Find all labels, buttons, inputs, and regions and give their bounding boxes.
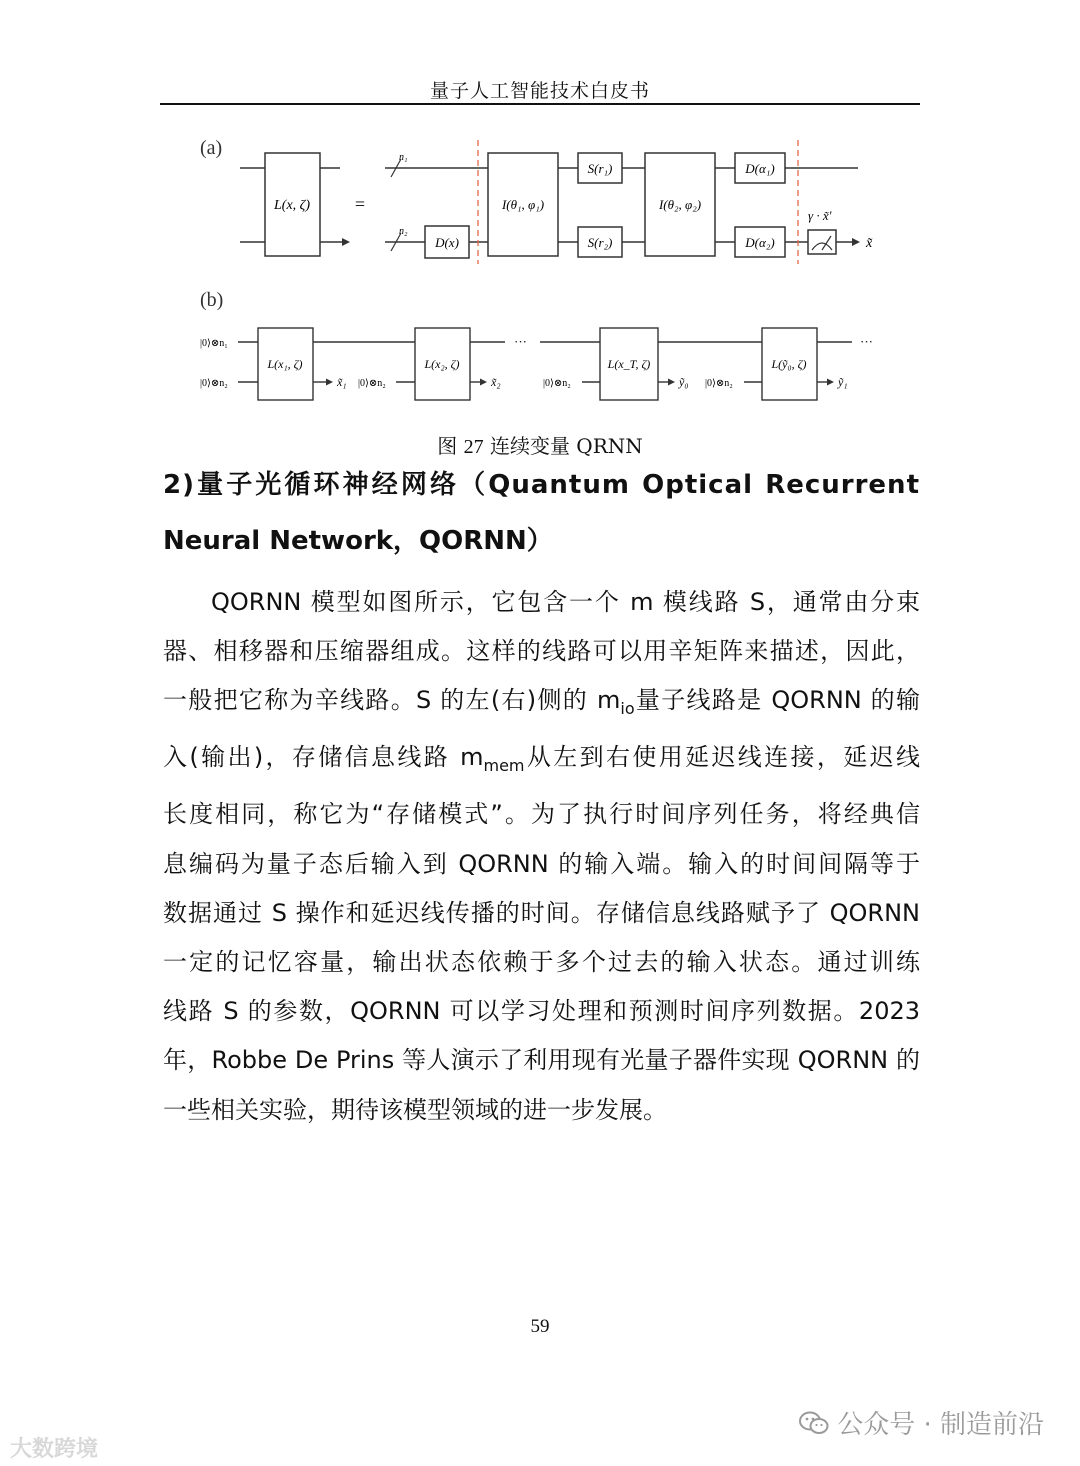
panel-a-output: x̃ [866,236,873,251]
body-line [163,676,920,733]
body-fragment: 入(输出)，存储信息线路 m [163,743,484,772]
caption-text: 连续变量 QRNN [489,434,643,458]
ellipsis-1: ··· [514,334,527,349]
section-heading-line-1: 2)量子光循环神经网络（Quantum Optical Recurrent [163,470,920,500]
subscript-io: io [620,699,635,719]
watermark-right-text: 公众号 · 制造前沿 [837,1410,1044,1440]
body-line: 数据通过 S 操作和延迟线传播的时间。存储信息线路赋予了 QORNN [163,898,920,927]
section-heading-line-2: Neural Network，QORNN） [163,526,553,556]
watermark-left: 大数跨境 [10,1437,99,1462]
chain-block-3-label: L(x_T, ζ) [607,357,651,371]
chain-out-4: ỹ₁ [838,375,848,389]
chain-out-3: ỹ₀ [679,375,689,389]
body-fragment: 量子线路是 QORNN 的输 [634,686,920,715]
chain-out-2: x̃₂ [491,375,501,389]
meter-icon [808,230,836,254]
equals-sign: = [354,194,366,214]
block-I1-label: I(θ₁, φ₁) [501,197,545,212]
input-top: |0⟩⊗n₁ [200,338,228,349]
block-L-label: L(x, ζ) [274,198,310,213]
chain-block-4-label: L(ỹ₀, ζ) [771,357,807,371]
body-line: 器、相移器和压缩器组成。这样的线路可以用辛矩阵来描述，因此， [163,637,920,666]
qrnn-figure [0,110,1080,430]
running-header: 量子人工智能技术白皮书 [429,80,650,102]
panel-b-label: (b) [200,289,224,311]
body-paragraph [163,578,920,1135]
chain-out-1: x̃₁ [337,375,347,389]
chain-block-1-label: L(x₁, ζ) [267,357,303,371]
chain-block-2-label: L(x₂, ζ) [424,357,460,371]
page-number: 59 [530,1316,550,1337]
watermark-right [799,1404,1044,1441]
body-line: 线路 S 的参数，QORNN 可以学习处理和预测时间序列数据。2023 [163,997,920,1026]
panel-a-label: (a) [200,137,223,159]
body-fragment: 一般把它称为辛线路。S 的左(右)侧的 m [163,686,621,715]
block-I2-label: I(θ₂, φ₂) [658,197,702,212]
body-line: 长度相同，称它为“存储模式”。为了执行时间序列任务，将经典信 [163,800,920,829]
caption-number: 27 [463,436,484,458]
chain-in-3: |0⟩⊗n₂ [543,378,571,389]
subscript-mem: mem [483,756,525,776]
wechat-icon [799,1410,829,1436]
input-bottom: |0⟩⊗n₂ [200,378,228,389]
gamma-label: γ · x̃′ [808,208,832,223]
mode-n1: n₁ [399,152,408,163]
chain-in-4: |0⟩⊗n₂ [705,378,733,389]
body-line [163,733,920,790]
body-line: 一定的记忆容量，输出状态依赖于多个过去的输入状态。通过训练 [163,948,920,977]
mode-n2: n₂ [399,226,408,237]
figure-caption [0,430,1080,459]
body-line: 息编码为量子态后输入到 QORNN 的输入端。输入的时间间隔等于 [163,849,920,878]
block-D-a1-label: D(α₁) [745,161,775,176]
body-line: 年，Robbe De Prins 等人演示了利用现有光量子器件实现 QORNN 的 [163,1046,920,1075]
block-D-a2-label: D(α₂) [745,235,775,250]
body-fragment: 从左到右使用延迟线连接，延迟线 [524,743,921,772]
body-line: 一些相关实验，期待该模型领域的进一步发展。 [163,1095,667,1124]
ellipsis-2: ··· [860,334,873,349]
body-line: QORNN 模型如图所示，它包含一个 m 模线路 S，通常由分束 [211,588,920,616]
chain-in-2: |0⟩⊗n₂ [358,378,386,389]
block-S-r1-label: S(r₁) [587,161,613,176]
header-rule [160,103,920,105]
block-D-x-label: D(x) [435,235,459,250]
block-S-r2-label: S(r₂) [587,235,613,250]
caption-prefix: 图 [437,434,464,458]
